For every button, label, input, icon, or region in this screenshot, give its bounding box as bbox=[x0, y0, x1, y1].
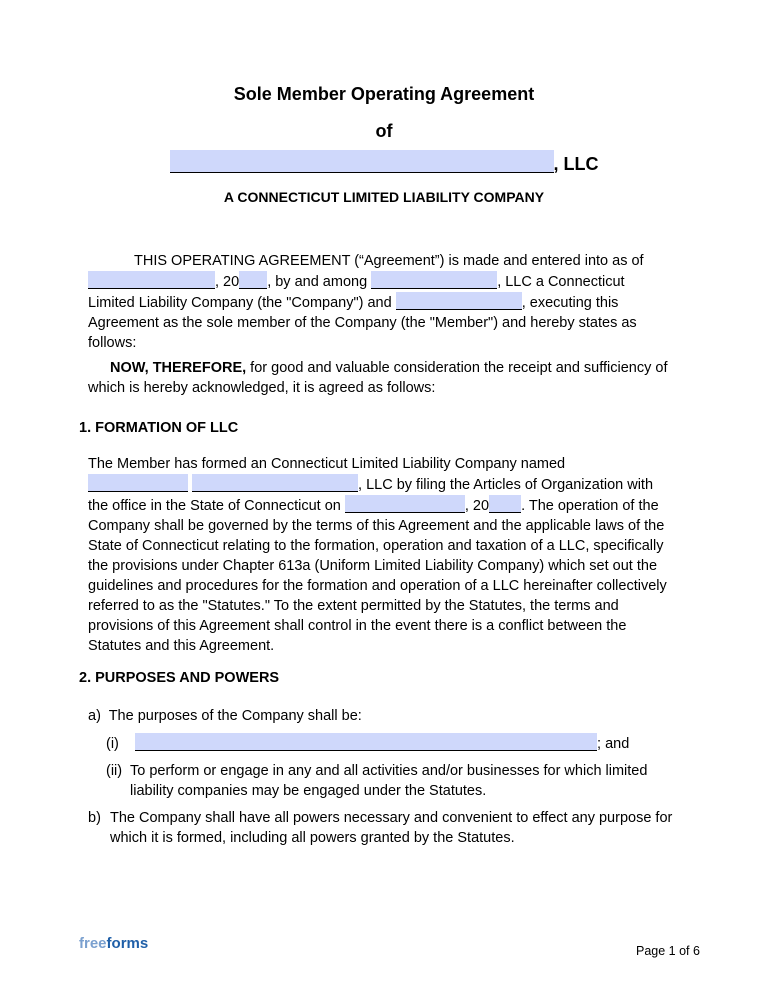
item-a-marker: a) bbox=[88, 708, 101, 724]
document-subtitle: A CONNECTICUT LIMITED LIABILITY COMPANY bbox=[223, 189, 545, 205]
filing-year-field[interactable] bbox=[489, 495, 521, 513]
item-b-marker: b) bbox=[88, 810, 101, 826]
effective-year-field[interactable] bbox=[239, 271, 267, 289]
llc-suffix: , LLC bbox=[553, 154, 599, 174]
formation-paragraph bbox=[88, 454, 680, 656]
powers-item-b bbox=[88, 808, 688, 848]
item-a-text: The purposes of the Company shall be: bbox=[108, 708, 362, 724]
effective-date-field[interactable] bbox=[88, 271, 215, 289]
formation-text-6: the Company shall be governed by the terms of this Agreement and the applicable laws of the State of Connecticut relating to the formation, operation and taxation of a LLC, specifically the provisions under Chapter 613a (Uniform Limited Liability Company) which set out the guidelines and procedures for the formation and operation of a LLC hereinafter collectively referred to as the "Statutes." To the extent permitted by the Statutes, the terms and provisions of this Agreement shall control in the event there is a conflict between the Statutes and this Agreement. bbox=[88, 498, 667, 654]
formation-text-3: the office in the State of Connecticut on bbox=[88, 498, 341, 514]
intro-text-6: , executing this bbox=[521, 295, 619, 311]
purpose-item-ii bbox=[106, 761, 686, 801]
item-i-suffix: ; and bbox=[597, 736, 630, 752]
title-of: of bbox=[375, 121, 393, 141]
company-name-field-2[interactable] bbox=[371, 271, 497, 289]
now-therefore-paragraph bbox=[88, 358, 680, 398]
section-1-heading: 1. FORMATION OF LLC bbox=[79, 420, 239, 436]
formation-text-4: , 20 bbox=[464, 498, 490, 514]
purpose-item-a bbox=[88, 706, 362, 726]
intro-text-5: Limited Liability Company (the "Company") and bbox=[88, 295, 392, 311]
purpose-field[interactable] bbox=[135, 733, 597, 751]
intro-text-3: , by and among bbox=[267, 274, 368, 290]
member-name-field[interactable] bbox=[396, 292, 522, 310]
formation-text-5: . The operation of bbox=[521, 498, 635, 514]
now-therefore-text: for good and valuable consideration the receipt and sufficiency of which is hereby acknowledged, it is agreed as follows: bbox=[88, 360, 668, 396]
filing-date-field[interactable] bbox=[345, 495, 465, 513]
item-b-text: The Company shall have all powers necessary and convenient to effect any purpose for which it is formed, including all powers granted by the Statutes. bbox=[110, 810, 673, 846]
item-ii-text: To perform or engage in any and all activities and/or businesses for which limited liability companies may be engaged under the Statutes. bbox=[130, 763, 648, 799]
freeforms-logo: freeforms bbox=[79, 935, 149, 952]
intro-text-4: , LLC a Connecticut bbox=[497, 274, 625, 290]
item-ii-marker: (ii) bbox=[106, 763, 123, 779]
item-i-marker: (i) bbox=[106, 736, 119, 752]
intro-paragraph bbox=[88, 251, 680, 353]
formation-text-1: The Member has formed an Connecticut Limited Liability Company named bbox=[88, 456, 566, 472]
document-title: Sole Member Operating Agreement bbox=[233, 84, 535, 104]
section-2-heading: 2. PURPOSES AND POWERS bbox=[79, 670, 280, 686]
formed-llc-name-field-a[interactable] bbox=[88, 474, 188, 492]
intro-text-1: THIS OPERATING AGREEMENT (“Agreement”) is made and entered into as of bbox=[134, 253, 644, 269]
now-therefore-bold: NOW, THEREFORE, bbox=[110, 360, 247, 376]
intro-text-2: , 20 bbox=[215, 274, 240, 290]
formation-text-2: , LLC by filing the Articles of Organization with bbox=[358, 477, 654, 493]
purpose-item-i bbox=[106, 733, 629, 754]
intro-text-7: Agreement as the sole member of the Company (the "Member") and hereby states as follows: bbox=[88, 315, 637, 351]
company-name-field[interactable] bbox=[170, 150, 554, 173]
page-number: Page 1 of 6 bbox=[636, 944, 700, 958]
company-name-line bbox=[0, 150, 768, 175]
formed-llc-name-field-b[interactable] bbox=[192, 474, 358, 492]
